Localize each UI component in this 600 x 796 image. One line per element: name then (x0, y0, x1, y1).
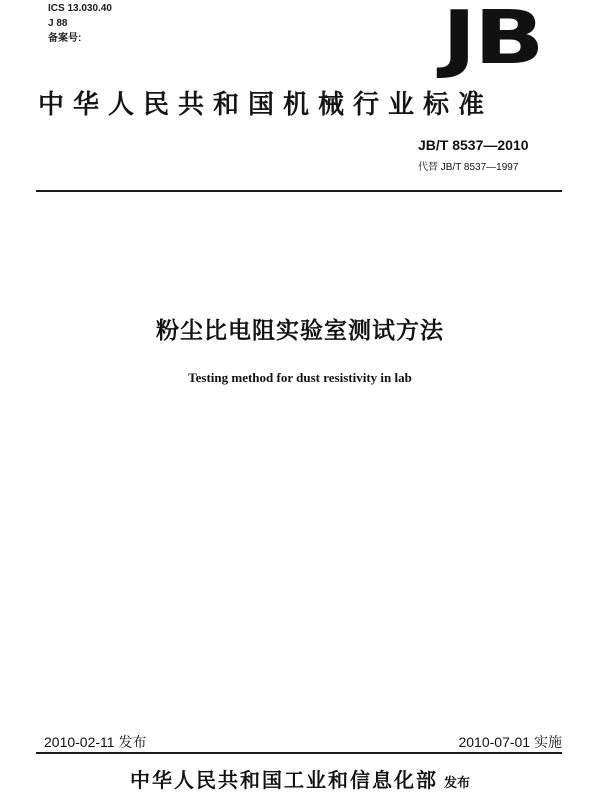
publisher-name: 中华人民共和国工业和信息化部 (129, 768, 438, 792)
document-title-cn: 粉尘比电阻实验室测试方法 (156, 318, 444, 344)
footer-divider (36, 752, 562, 754)
classification-code: J 88 (48, 18, 68, 29)
org-title: 中华人民共和国机械行业标准 (38, 90, 494, 120)
record-number-label: 备案号: (48, 33, 82, 44)
jb-logo: JB (442, 0, 542, 81)
replaces-standard: 代替 JB/T 8537—1997 (418, 162, 519, 173)
publisher-suffix: 发布 (443, 776, 470, 791)
issue-date: 2010-02-11 发布 (44, 734, 147, 750)
ics-code: ICS 13.030.40 (48, 3, 112, 14)
standard-number: JB/T 8537—2010 (418, 137, 529, 153)
header-divider (36, 190, 562, 192)
effective-date: 2010-07-01 实施 (458, 734, 562, 750)
publisher-line (0, 764, 600, 793)
document-title-en: Testing method for dust resistivity in lab (188, 370, 412, 385)
